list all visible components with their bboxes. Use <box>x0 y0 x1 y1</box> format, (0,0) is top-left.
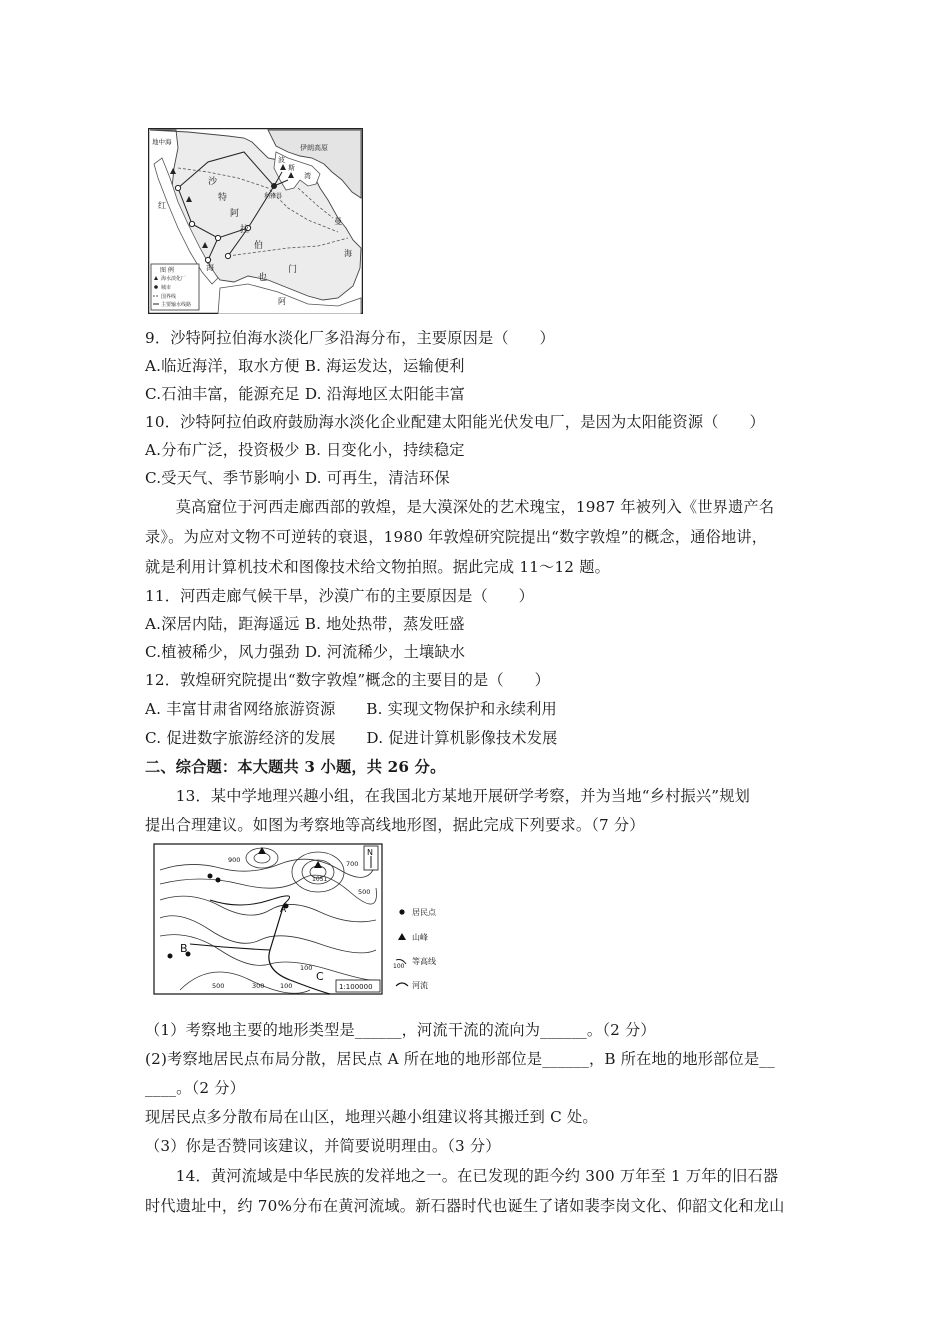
legend-item: 主要输水线路 <box>161 302 192 308</box>
question-9: 9．沙特阿拉伯海水淡化厂多沿海分布，主要原因是（ ） <box>145 329 555 347</box>
saudi-arabia-map <box>148 128 363 314</box>
question-12: 12．敦煌研究院提出“数字敦煌”概念的主要目的是（ ） <box>145 671 550 689</box>
label-country: 阿 <box>230 209 240 219</box>
peak-elevation: 1051 <box>312 876 328 883</box>
legend-item: 国界线 <box>161 294 177 300</box>
question-13-part-2: ____。（2 分） <box>145 1079 246 1097</box>
label-iran: 伊朗高原 <box>300 144 328 152</box>
point-a-label: A <box>280 905 287 915</box>
label-country: 拉 <box>240 225 250 235</box>
contour-label: 500 <box>358 888 371 896</box>
legend-contour: 等高线 <box>412 957 436 966</box>
contour-label: 900 <box>228 856 241 864</box>
question-13-part-2: (2)考察地居民点布局分散，居民点 A 所在地的地形部位是______，B 所在地的地形部位是__ <box>145 1050 775 1068</box>
contour-label: 500 <box>212 982 225 990</box>
contour-label: 100 <box>280 982 293 990</box>
label-country: 伯 <box>254 241 264 251</box>
question-14: 14．黄河流域是中华民族的发祥地之一。在已发现的距今约 300 万年至 1 万年的旧石器 <box>145 1167 779 1185</box>
point-b-label: B <box>180 942 188 955</box>
contour-label: 700 <box>346 860 359 868</box>
legend-title: 图 例 <box>160 267 174 274</box>
map-scale: 1:100000 <box>339 983 373 991</box>
legend-peak: 山峰 <box>412 933 428 942</box>
label-riyadh: 利雅得 <box>264 193 283 200</box>
legend-settlement: 居民点 <box>412 908 436 917</box>
passage-line: 录》。为应对文物不可逆转的衰退，1980 年敦煌研究院提出“数字敦煌”的概念，通俗地讲， <box>145 528 768 546</box>
section-2-heading: 二、综合题：本大题共 3 小题，共 26 分。 <box>145 758 446 776</box>
label-red-sea: 海 <box>206 263 214 272</box>
passage-line: 莫高窟位于河西走廊西部的敦煌，是大漠深处的艺术瑰宝，1987 年被列入《世界遗产名 <box>145 498 775 516</box>
legend-contour-value: 100 <box>393 963 405 970</box>
passage-line: 就是利用计算机技术和图像技术给文物拍照。据此完成 11～12 题。 <box>145 558 610 576</box>
label-oman: 曼 <box>334 217 342 226</box>
label-yemen: 也 <box>258 273 268 283</box>
label-gulf: 湾 <box>304 172 311 180</box>
label-mediterranean: 地中海 <box>152 138 172 146</box>
point-c-label: C <box>316 970 324 983</box>
question-13-note: 现居民点多分散布局在山区，地理兴趣小组建议将其搬迁到 C 处。 <box>145 1108 598 1126</box>
question-13: 提出合理建议。如图为考察地等高线地形图，据此完成下列要求。（7 分） <box>145 816 645 834</box>
question-10-option-ab: A.分布广泛，投资极少 B. 日变化小，持续稳定 <box>145 441 465 459</box>
question-11-option-ab: A.深居内陆，距海遥远 B. 地处热带，蒸发旺盛 <box>145 615 465 633</box>
question-12-option-cd: C. 促进数字旅游经济的发展 D. 促进计算机影像技术发展 <box>145 729 558 747</box>
question-9-option-ab: A.临近海洋，取水方便 B. 海运发达，运输便利 <box>145 357 465 375</box>
label-gulf: 斯 <box>288 164 295 172</box>
legend-item: 海水淡化厂 <box>161 276 187 282</box>
question-10: 10．沙特阿拉伯政府鼓励海水淡化企业配建太阳能光伏发电厂，是因为太阳能资源（ ） <box>145 413 765 431</box>
question-11: 11．河西走廊气候干旱，沙漠广布的主要原因是（ ） <box>145 587 535 605</box>
label-country: 沙 <box>208 177 218 187</box>
label-gulf: 波 <box>278 156 285 164</box>
question-13-part-1: （1）考察地主要的地形类型是______，河流干流的流向为______。（2 分） <box>145 1021 656 1039</box>
legend-river: 河流 <box>412 981 428 990</box>
label-aden: 阿 <box>278 297 286 306</box>
question-13: 13．某中学地理兴趣小组，在我国北方某地开展研学考察，并为当地“乡村振兴”规划 <box>145 787 750 805</box>
question-13-part-3: （3）你是否赞同该建议，并简要说明理由。（3 分） <box>145 1137 501 1155</box>
question-10-option-cd: C.受天气、季节影响小 D. 可再生，清洁环保 <box>145 469 450 487</box>
question-11-option-cd: C.植被稀少，风力强劲 D. 河流稀少，土壤缺水 <box>145 643 466 661</box>
contour-label: 100 <box>300 964 313 972</box>
question-9-option-cd: C.石油丰富，能源充足 D. 沿海地区太阳能丰富 <box>145 385 466 403</box>
label-red-sea: 红 <box>158 201 166 210</box>
contour-map <box>150 840 460 998</box>
label-country: 特 <box>218 193 228 203</box>
north-icon: N <box>367 848 373 857</box>
question-12-option-ab: A. 丰富甘肃省网络旅游资源 B. 实现文物保护和永续利用 <box>145 700 557 718</box>
label-arabian-sea: 海 <box>344 249 352 258</box>
contour-label: 300 <box>252 982 265 990</box>
legend-item: 城市 <box>161 285 172 291</box>
label-yemen: 门 <box>288 265 298 275</box>
question-14: 时代遗址中，约 70%分布在黄河流域。新石器时代也诞生了诸如裴李岗文化、仰韶文化和龙山 <box>145 1197 785 1215</box>
